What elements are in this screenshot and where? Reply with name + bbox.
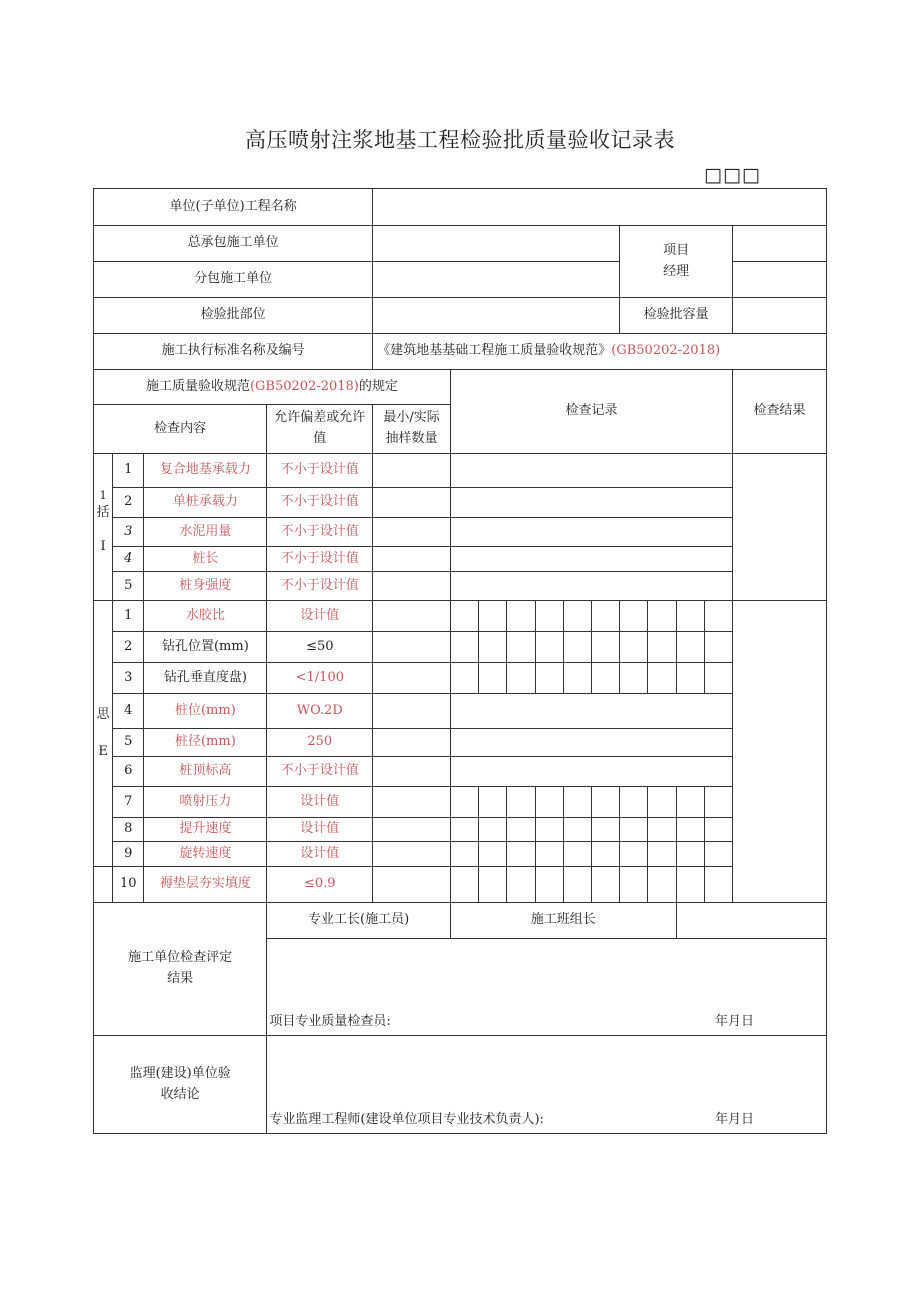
item-no: 2 — [113, 632, 144, 663]
item-name: 桩径(mm) — [144, 729, 267, 757]
item-name: 喷射压力 — [144, 787, 267, 818]
project-manager-label-line1: 项目 — [663, 242, 690, 258]
record-cell[interactable] — [507, 842, 535, 867]
record-cell[interactable] — [620, 632, 648, 663]
item-name: 水胶比 — [144, 601, 267, 632]
item-allow: 不小于设计值 — [267, 547, 373, 572]
item-no: 5 — [113, 572, 144, 601]
check-record-header: 检查记录 — [450, 370, 732, 454]
unit-project-field[interactable] — [373, 189, 827, 226]
general-item-row — [94, 787, 827, 818]
page-title: 高压喷射注浆地基工程检验批质量验收记录表 — [245, 128, 675, 152]
allowed-header-line1: 允许偏差或允许 — [274, 410, 366, 426]
unit-project-label: 单位(子单位)工程名称 — [94, 189, 373, 226]
record-cell[interactable] — [450, 729, 732, 757]
main-group-mark-2: 括 — [96, 504, 110, 520]
sample-cell[interactable] — [373, 729, 451, 757]
record-cell[interactable] — [535, 842, 563, 867]
item-name: 提升速度 — [144, 818, 267, 842]
record-cell[interactable] — [676, 867, 704, 903]
subcontractor-field[interactable] — [373, 262, 620, 298]
main-item-row — [94, 572, 827, 601]
record-cell[interactable] — [507, 787, 535, 818]
record-cell[interactable] — [450, 632, 478, 663]
record-cell[interactable] — [479, 818, 507, 842]
sample-cell[interactable] — [373, 632, 451, 663]
record-cell[interactable] — [507, 601, 535, 632]
record-cell[interactable] — [507, 867, 535, 903]
record-cell[interactable] — [676, 818, 704, 842]
sample-header-line1: 最小/实际 — [383, 410, 440, 426]
record-cell[interactable] — [620, 787, 648, 818]
construction-date-label: 年月日 — [714, 1014, 754, 1030]
check-content-header: 检查内容 — [94, 405, 267, 454]
construction-sign-row — [94, 903, 827, 939]
record-cell[interactable] — [591, 632, 619, 663]
general-group-mark-1: 思 — [96, 707, 110, 723]
item-name: 桩顶标高 — [144, 757, 267, 787]
general-group-mark-2: E — [98, 743, 108, 759]
item-name: 水泥用量 — [144, 518, 267, 547]
item-name: 桩身强度 — [144, 572, 267, 601]
project-manager-field-1[interactable] — [733, 226, 827, 262]
item-name: 单桩承载力 — [144, 488, 267, 518]
item-no: 10 — [113, 867, 144, 903]
record-cell[interactable] — [648, 867, 676, 903]
general-contractor-field[interactable] — [373, 226, 620, 262]
supervising-engineer-label: 专业监理工程师(建设单位项目专业技术负责人): — [269, 1112, 544, 1128]
record-cell[interactable] — [535, 601, 563, 632]
sample-cell[interactable] — [373, 663, 451, 694]
record-cell[interactable] — [591, 818, 619, 842]
sample-header — [373, 405, 451, 454]
sample-cell[interactable] — [373, 842, 451, 867]
spec-code: (GB50202-2018) — [249, 378, 359, 394]
project-manager-field-2[interactable] — [733, 262, 827, 298]
record-cell[interactable] — [704, 787, 732, 818]
supervision-row — [94, 1036, 827, 1134]
record-cell[interactable] — [620, 842, 648, 867]
record-cell[interactable] — [450, 547, 732, 572]
general-contractor-row — [94, 226, 827, 262]
batch-location-row — [94, 298, 827, 334]
general-item-row — [94, 818, 827, 842]
form-code: □□□ — [704, 164, 761, 186]
general-item-row — [94, 867, 827, 903]
general-result-cell[interactable] — [733, 601, 827, 903]
item-allow: 设计值 — [267, 601, 373, 632]
general-item-row — [94, 694, 827, 729]
general-item-row — [94, 632, 827, 663]
quality-inspector-label: 项目专业质量检查员: — [269, 1014, 391, 1030]
item-no: 1 — [113, 454, 144, 488]
record-cell[interactable] — [591, 601, 619, 632]
spec-header — [94, 370, 451, 405]
sample-header-line2: 抽样数量 — [385, 431, 438, 446]
item-allow: WO.2D — [267, 694, 373, 729]
record-cell[interactable] — [479, 601, 507, 632]
record-cell[interactable] — [620, 601, 648, 632]
subcontractor-label: 分包施工单位 — [94, 262, 373, 298]
record-cell[interactable] — [591, 663, 619, 694]
standard-label: 施工执行标准名称及编号 — [94, 334, 373, 370]
record-cell[interactable] — [535, 663, 563, 694]
record-cell[interactable] — [704, 632, 732, 663]
sample-cell[interactable] — [373, 694, 451, 729]
batch-location-label: 检验批部位 — [94, 298, 373, 334]
spec-suffix: 的规定 — [358, 378, 398, 394]
item-no: 3 — [113, 518, 144, 547]
batch-capacity-label: 检验批容量 — [620, 298, 733, 334]
item-allow: 250 — [267, 729, 373, 757]
item-allow: ≤0.9 — [267, 867, 373, 903]
item-no: 4 — [113, 694, 144, 729]
record-cell[interactable] — [535, 818, 563, 842]
inspection-form-table — [93, 188, 827, 1134]
record-cell[interactable] — [563, 867, 591, 903]
record-cell[interactable] — [620, 818, 648, 842]
main-items-group-label — [94, 454, 113, 601]
sample-cell[interactable] — [373, 454, 451, 488]
check-result-header: 检查结果 — [733, 370, 827, 454]
record-cell[interactable] — [479, 663, 507, 694]
general-item-row — [94, 842, 827, 867]
record-cell[interactable] — [450, 757, 732, 787]
sample-cell[interactable] — [373, 757, 451, 787]
allowed-header-line2: 值 — [313, 431, 327, 446]
record-cell[interactable] — [450, 867, 478, 903]
sample-cell[interactable] — [373, 518, 451, 547]
item-allow: 不小于设计值 — [267, 572, 373, 601]
record-cell[interactable] — [507, 632, 535, 663]
item-name: 旋转速度 — [144, 842, 267, 867]
record-cell[interactable] — [648, 663, 676, 694]
record-cell[interactable] — [450, 663, 478, 694]
construction-eval-label — [94, 903, 267, 1036]
sample-cell[interactable] — [373, 787, 451, 818]
sample-cell[interactable] — [373, 572, 451, 601]
item-no: 9 — [113, 842, 144, 867]
record-cell[interactable] — [676, 787, 704, 818]
standard-row — [94, 334, 827, 370]
main-group-mark-1: 1 — [99, 489, 107, 502]
record-cell[interactable] — [676, 632, 704, 663]
record-cell[interactable] — [704, 867, 732, 903]
item-no: 8 — [113, 818, 144, 842]
main-group-mark-3: I — [100, 538, 106, 554]
item-name: 褥垫层夯实填度 — [144, 867, 267, 903]
item-name: 钻孔位置(mm) — [144, 632, 267, 663]
item-no: 6 — [113, 757, 144, 787]
supervision-date-label: 年月日 — [714, 1112, 754, 1128]
record-cell[interactable] — [535, 787, 563, 818]
record-cell[interactable] — [591, 787, 619, 818]
main-item-row — [94, 547, 827, 572]
allowed-header — [267, 405, 373, 454]
spec-header-row — [94, 370, 827, 405]
item-allow: 不小于设计值 — [267, 488, 373, 518]
record-cell[interactable] — [676, 842, 704, 867]
record-cell[interactable] — [563, 663, 591, 694]
standard-value — [373, 334, 827, 370]
record-cell[interactable] — [450, 518, 732, 547]
item-allow: 不小于设计值 — [267, 518, 373, 547]
item-allow: <1/100 — [267, 663, 373, 694]
project-manager-label — [620, 226, 733, 298]
record-cell[interactable] — [563, 818, 591, 842]
record-cell[interactable] — [450, 454, 732, 488]
item-no: 4 — [113, 547, 144, 572]
record-cell[interactable] — [648, 632, 676, 663]
record-cell[interactable] — [563, 787, 591, 818]
record-cell[interactable] — [479, 787, 507, 818]
sample-cell[interactable] — [373, 818, 451, 842]
record-cell[interactable] — [507, 818, 535, 842]
supervision-label-line2: 收结论 — [160, 1086, 200, 1102]
main-item-row — [94, 454, 827, 488]
record-cell[interactable] — [591, 842, 619, 867]
project-manager-label-line2: 经理 — [663, 263, 690, 279]
record-cell[interactable] — [450, 488, 732, 518]
record-cell[interactable] — [563, 842, 591, 867]
general-contractor-label: 总承包施工单位 — [94, 226, 373, 262]
item-name: 复合地基承载力 — [144, 454, 267, 488]
record-cell[interactable] — [704, 818, 732, 842]
supervision-label-line1: 监理(建设)单位验 — [129, 1065, 231, 1081]
main-result-cell[interactable] — [733, 454, 827, 601]
record-cell[interactable] — [648, 787, 676, 818]
sample-cell[interactable] — [373, 867, 451, 903]
team-leader-label: 施工班组长 — [450, 903, 676, 939]
item-allow: 设计值 — [267, 842, 373, 867]
foreman-label: 专业工长(施工员) — [267, 903, 451, 939]
item-no: 1 — [113, 601, 144, 632]
item-allow: ≤50 — [267, 632, 373, 663]
record-cell[interactable] — [620, 867, 648, 903]
item-allow: 不小于设计值 — [267, 454, 373, 488]
main-item-row — [94, 488, 827, 518]
item-no: 5 — [113, 729, 144, 757]
record-cell[interactable] — [704, 663, 732, 694]
record-cell[interactable] — [676, 663, 704, 694]
general-item-row — [94, 729, 827, 757]
item-allow: 不小于设计值 — [267, 757, 373, 787]
record-cell[interactable] — [479, 867, 507, 903]
item-name: 钻孔垂直度盘) — [144, 663, 267, 694]
construction-eval-field[interactable] — [267, 939, 827, 1036]
record-cell[interactable] — [535, 632, 563, 663]
item-allow: 设计值 — [267, 818, 373, 842]
batch-location-field[interactable] — [373, 298, 620, 334]
sample-cell[interactable] — [373, 601, 451, 632]
item-name: 桩长 — [144, 547, 267, 572]
item-name: 桩位(mm) — [144, 694, 267, 729]
unit-project-row — [94, 189, 827, 226]
record-cell[interactable] — [704, 601, 732, 632]
general-item-row — [94, 663, 827, 694]
record-cell[interactable] — [450, 787, 478, 818]
record-cell[interactable] — [648, 818, 676, 842]
record-cell[interactable] — [479, 632, 507, 663]
supervision-label — [94, 1036, 267, 1134]
record-cell[interactable] — [704, 842, 732, 867]
record-cell[interactable] — [450, 694, 732, 729]
general-items-group-label — [94, 601, 113, 867]
record-cell[interactable] — [676, 601, 704, 632]
item-no: 3 — [113, 663, 144, 694]
general-item-row — [94, 757, 827, 787]
record-cell[interactable] — [450, 601, 478, 632]
record-cell[interactable] — [507, 663, 535, 694]
supervision-field[interactable] — [267, 1036, 827, 1134]
general-item-row — [94, 601, 827, 632]
record-cell[interactable] — [563, 632, 591, 663]
spec-prefix: 施工质量验收规范 — [145, 378, 250, 394]
record-cell[interactable] — [450, 842, 478, 867]
record-cell[interactable] — [591, 867, 619, 903]
record-cell[interactable] — [620, 663, 648, 694]
record-cell[interactable] — [535, 867, 563, 903]
team-leader-signature-field[interactable] — [676, 903, 826, 939]
batch-capacity-field[interactable] — [733, 298, 827, 334]
item-no: 2 — [113, 488, 144, 518]
record-cell[interactable] — [563, 601, 591, 632]
record-cell[interactable] — [450, 572, 732, 601]
item-no: 7 — [113, 787, 144, 818]
group-spacer-cell — [94, 867, 113, 903]
construction-eval-label-line2: 结果 — [167, 971, 194, 986]
main-item-row — [94, 518, 827, 547]
item-allow: 设计值 — [267, 787, 373, 818]
record-cell[interactable] — [479, 842, 507, 867]
sample-cell[interactable] — [373, 488, 451, 518]
record-cell[interactable] — [648, 842, 676, 867]
construction-eval-label-line1: 施工单位检查评定 — [128, 950, 233, 966]
sample-cell[interactable] — [373, 547, 451, 572]
record-cell[interactable] — [648, 601, 676, 632]
standard-code: (GB50202-2018) — [611, 343, 721, 359]
record-cell[interactable] — [450, 818, 478, 842]
standard-name: 《建筑地基基础工程施工质量验收规范》 — [377, 343, 612, 359]
